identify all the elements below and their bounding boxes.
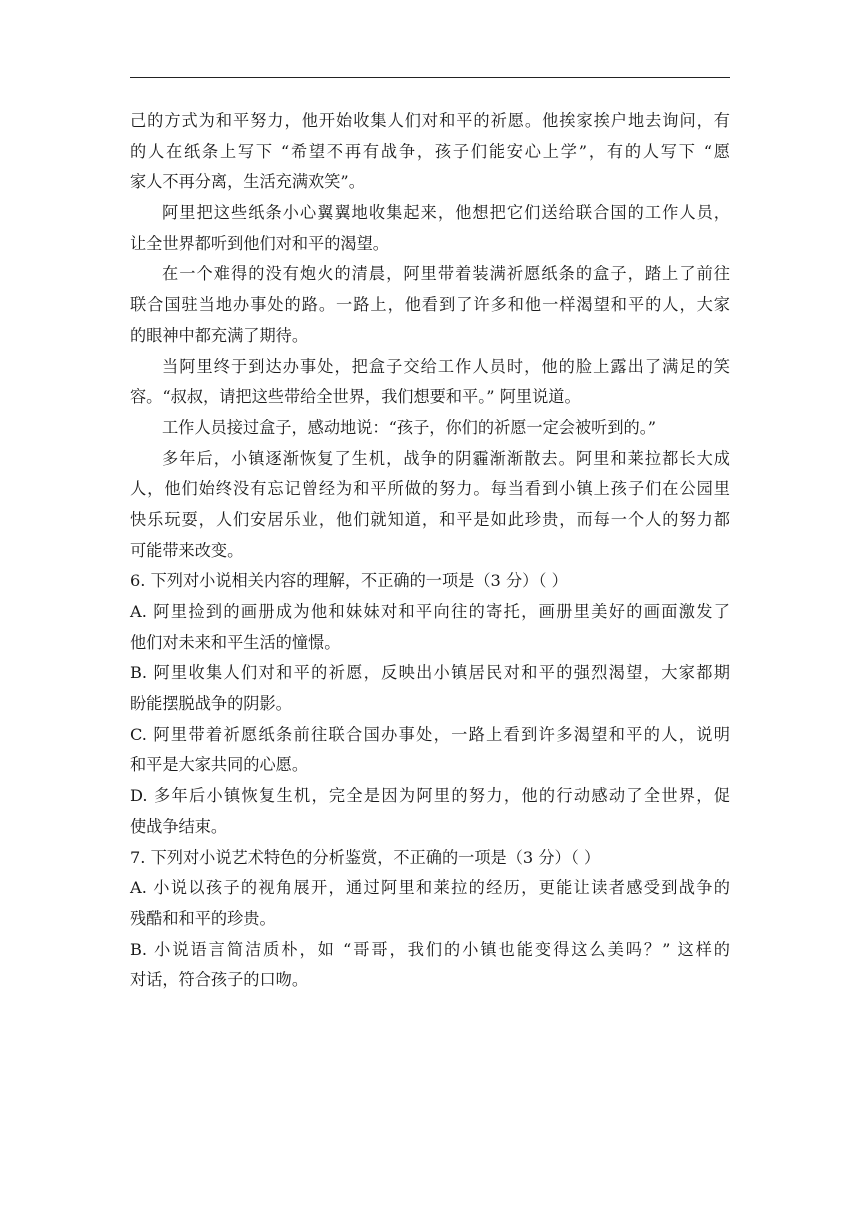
paragraph-5 [130,413,730,444]
question-6 [130,566,730,842]
option-line: A. 阿里捡到的画册成为他和妹妹对和平向往的寄托，画册里美好的画面激发了 [130,602,730,621]
paragraph-6 [130,444,730,567]
option-a [130,873,730,934]
option-b [130,935,730,996]
question-stem: 6. 下列对小说相关内容的理解，不正确的一项是（3 分）（ ） [130,571,568,591]
text-line: 在一个难得的没有炮火的清晨，阿里带着装满祈愿纸条的盒子，踏上了前往 [162,264,730,284]
option-a [130,597,730,658]
text-line: 容。“叔叔，请把这些带给全世界，我们想要和平。” 阿里说道。 [130,387,581,407]
option-line: A. 小说以孩子的视角展开，通过阿里和莱拉的经历，更能让读者感受到战争的 [130,878,730,898]
option-b [130,658,730,719]
text-line: 当阿里终于到达办事处，把盒子交给工作人员时，他的脸上露出了满足的笑 [162,356,730,376]
option-line: 使战争结束。 [130,816,228,836]
document-body [130,106,730,996]
question-stem: 7. 下列对小说艺术特色的分析鉴赏，不正确的一项是（3 分）（ ） [130,847,601,867]
text-line: 己的方式为和平努力，他开始收集人们对和平的祈愿。他挨家挨户地去询问，有 [130,111,730,130]
text-line: 工作人员接过盒子，感动地说：“孩子，你们的祈愿一定会被听到的。” [162,417,657,437]
text-line: 阿里把这些纸条小心翼翼地收集起来，他想把它们送给联合国的工作人员， [162,203,730,223]
option-line: 和平是大家共同的心愿。 [130,755,309,775]
text-line: 的眼神中都充满了期待。 [130,325,309,345]
paragraph-4 [130,352,730,413]
text-line: 联合国驻当地办事处的路。一路上，他看到了许多和他一样渴望和平的人，大家 [130,295,730,315]
option-line: B. 阿里收集人们对和平的祈愿，反映出小镇居民对和平的强烈渴望，大家都期 [130,663,730,683]
option-d [130,781,730,842]
text-line: 多年后，小镇逐渐恢复了生机，战争的阴霾渐渐散去。阿里和莱拉都长大成 [162,448,730,468]
text-line: 的人在纸条上写下 “希望不再有战争，孩子们能安心上学”，有的人写下 “愿 [130,141,730,161]
option-c [130,720,730,781]
text-line: 快乐玩耍，人们安居乐业，他们就知道，和平是如此珍贵，而每一个人的努力都 [130,509,730,529]
option-line: 他们对未来和平生活的憧憬。 [130,632,341,652]
text-line: 可能带来改变。 [130,540,244,560]
text-line: 家人不再分离，生活充满欢笑”。 [130,172,365,192]
option-line: 对话，符合孩子的口吻。 [130,970,309,990]
option-line: 盼能摆脱战争的阴影。 [130,694,292,714]
paragraph-1 [130,106,730,198]
option-line: D. 多年后小镇恢复生机，完全是因为阿里的努力，他的行动感动了全世界，促 [130,786,730,806]
option-line: B. 小说语言简洁质朴，如 “哥哥，我们的小镇也能变得这么美吗？” 这样的 [130,939,730,959]
text-line: 人，他们始终没有忘记曾经为和平所做的努力。每当看到小镇上孩子们在公园里 [130,479,730,499]
question-7 [130,843,730,996]
paragraph-2 [130,198,730,259]
paragraph-3 [130,259,730,351]
option-line: 残酷和和平的珍贵。 [130,908,276,928]
text-line: 让全世界都听到他们对和平的渴望。 [130,233,389,253]
header-rule [130,77,730,78]
option-line: C. 阿里带着祈愿纸条前往联合国办事处，一路上看到许多渴望和平的人，说明 [130,724,730,744]
